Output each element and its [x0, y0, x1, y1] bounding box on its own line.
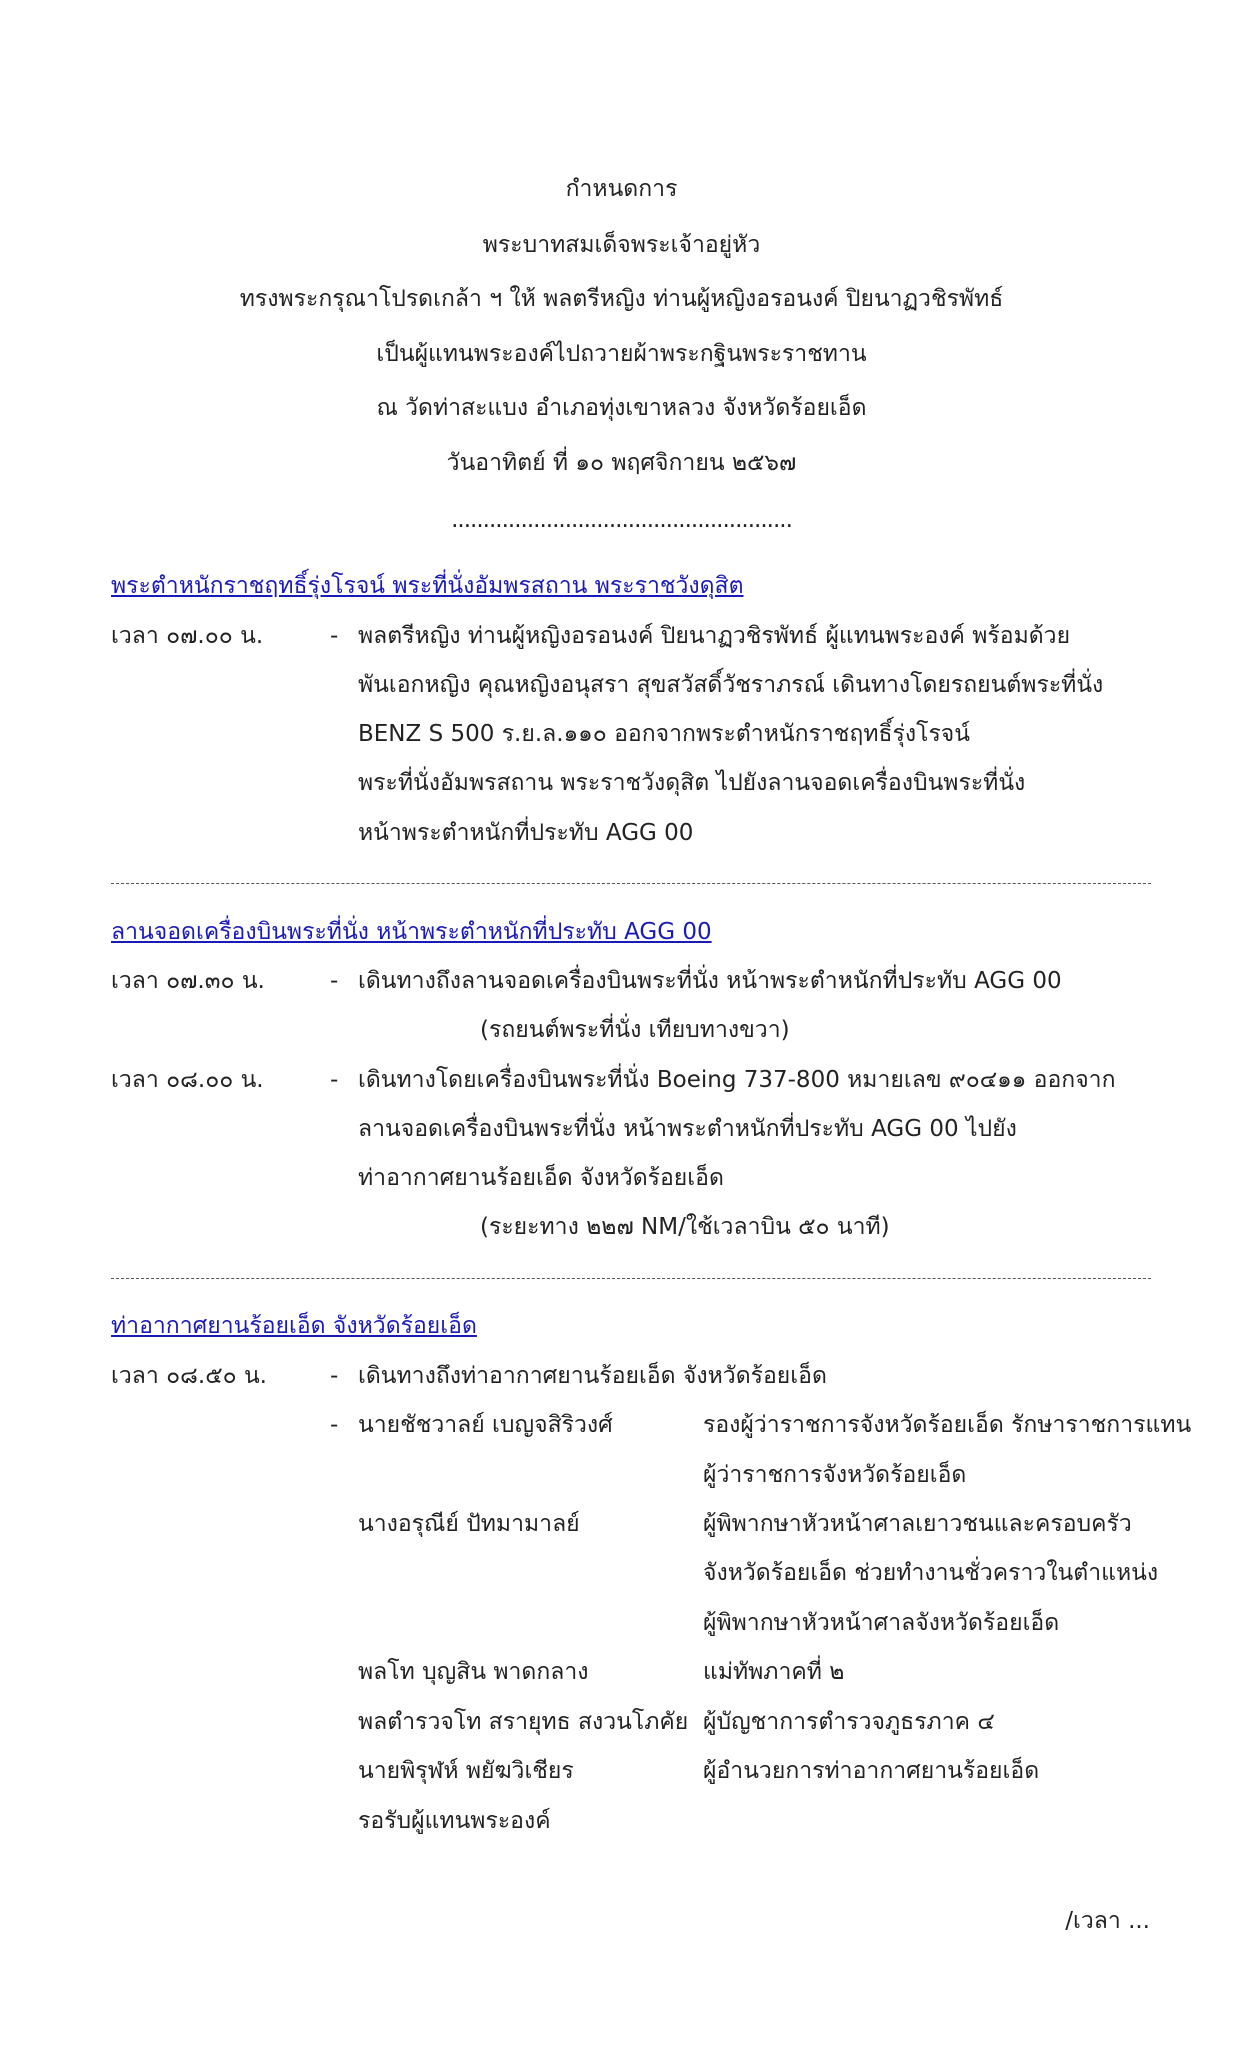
- item-text: BENZ S 500 ร.ย.ล.๑๑๐ ออกจากพระตำหนักราชฤทธิ์รุ่งโรจน์: [358, 721, 971, 747]
- header-line: ทรงพระกรุณาโปรดเกล้า ฯ ให้ พลตรีหญิง ท่านผู้หญิงอรอนงค์ ปิยนาฏวชิรพัทธ์: [239, 286, 1004, 312]
- person-role: ผู้พิพากษาหัวหน้าศาลจังหวัดร้อยเอ็ด: [703, 1610, 1060, 1636]
- person-role: แม่ทัพภาคที่ ๒: [703, 1659, 845, 1685]
- person-role: ผู้บัญชาการตำรวจภูธรภาค ๔: [703, 1709, 995, 1735]
- item-text: หน้าพระตำหนักที่ประทับ AGG 00: [358, 820, 694, 846]
- person-name: พลตำรวจโท สรายุทธ สงวนโภคัย: [358, 1709, 689, 1735]
- dashed-divider: [111, 883, 1151, 884]
- item-text: ท่าอากาศยานร้อยเอ็ด จังหวัดร้อยเอ็ด: [358, 1165, 724, 1191]
- item-note: (ระยะทาง ๒๒๗ NM/ใช้เวลาบิน ๕๐ นาที): [480, 1214, 890, 1240]
- time-label: เวลา ๐๗.๐๐ น.: [111, 623, 264, 649]
- section-heading: พระตำหนักราชฤทธิ์รุ่งโรจน์ พระที่นั่งอัมพรสถาน พระราชวังดุสิต: [111, 573, 744, 599]
- item-text: พระที่นั่งอัมพรสถาน พระราชวังดุสิต ไปยังลานจอดเครื่องบินพระที่นั่ง: [358, 770, 1026, 796]
- bullet-dash: -: [330, 1363, 339, 1389]
- bullet-dash: -: [330, 1412, 339, 1438]
- item-note: (รถยนต์พระที่นั่ง เทียบทางขวา): [480, 1017, 790, 1043]
- person-name: นายพิรุฬห์ พยัฆวิเชียร: [358, 1758, 574, 1784]
- section-heading: ลานจอดเครื่องบินพระที่นั่ง หน้าพระตำหนักที่ประทับ AGG 00: [111, 919, 712, 945]
- item-text: เดินทางถึงท่าอากาศยานร้อยเอ็ด จังหวัดร้อยเอ็ด: [358, 1363, 827, 1389]
- header-line: พระบาทสมเด็จพระเจ้าอยู่หัว: [482, 232, 761, 258]
- time-label: เวลา ๐๗.๓๐ น.: [111, 968, 265, 994]
- person-role: รองผู้ว่าราชการจังหวัดร้อยเอ็ด รักษาราชการแทน: [703, 1412, 1192, 1438]
- closing-text: รอรับผู้แทนพระองค์: [358, 1808, 551, 1834]
- person-name: นางอรุณีย์ ปัทมามาลย์: [358, 1511, 580, 1537]
- person-role: จังหวัดร้อยเอ็ด ช่วยทำงานชั่วคราวในตำแหน่ง: [703, 1560, 1159, 1586]
- person-name: นายชัชวาลย์ เบญจสิริวงศ์: [358, 1412, 613, 1438]
- dotted-separator: ......................................................: [451, 507, 792, 533]
- header-line: ณ วัดท่าสะแบง อำเภอทุ่งเขาหลวง จังหวัดร้อยเอ็ด: [376, 395, 867, 421]
- header-date: วันอาทิตย์ ที่ ๑๐ พฤศจิกายน ๒๕๖๗: [446, 450, 797, 476]
- person-role: ผู้ว่าราชการจังหวัดร้อยเอ็ด: [703, 1462, 967, 1488]
- bullet-dash: -: [330, 968, 339, 994]
- doc-title: กำหนดการ: [565, 176, 678, 202]
- item-text: เดินทางถึงลานจอดเครื่องบินพระที่นั่ง หน้าพระตำหนักที่ประทับ AGG 00: [358, 968, 1062, 994]
- item-text: เดินทางโดยเครื่องบินพระที่นั่ง Boeing 737-800 หมายเลข ๙๐๔๑๑ ออกจาก: [358, 1067, 1116, 1093]
- person-role: ผู้พิพากษาหัวหน้าศาลเยาวชนและครอบครัว: [703, 1511, 1132, 1537]
- time-label: เวลา ๐๘.๐๐ น.: [111, 1067, 264, 1093]
- time-label: เวลา ๐๘.๕๐ น.: [111, 1363, 267, 1389]
- item-text: พันเอกหญิง คุณหญิงอนุสรา สุขสวัสดิ์วัชราภรณ์ เดินทางโดยรถยนต์พระที่นั่ง: [358, 672, 1104, 698]
- header-line: เป็นผู้แทนพระองค์ไปถวายผ้าพระกฐินพระราชทาน: [376, 341, 867, 367]
- page-continuation: /เวลา ...: [1065, 1908, 1150, 1934]
- bullet-dash: -: [330, 623, 339, 649]
- item-text: ลานจอดเครื่องบินพระที่นั่ง หน้าพระตำหนักที่ประทับ AGG 00 ไปยัง: [358, 1116, 1017, 1142]
- person-role: ผู้อำนวยการท่าอากาศยานร้อยเอ็ด: [703, 1758, 1040, 1784]
- dashed-divider: [111, 1278, 1151, 1279]
- person-name: พลโท บุญสิน พาดกลาง: [358, 1659, 589, 1685]
- section-heading: ท่าอากาศยานร้อยเอ็ด จังหวัดร้อยเอ็ด: [111, 1313, 477, 1339]
- bullet-dash: -: [330, 1067, 339, 1093]
- item-text: พลตรีหญิง ท่านผู้หญิงอรอนงค์ ปิยนาฏวชิรพัทธ์ ผู้แทนพระองค์ พร้อมด้วย: [358, 623, 1071, 649]
